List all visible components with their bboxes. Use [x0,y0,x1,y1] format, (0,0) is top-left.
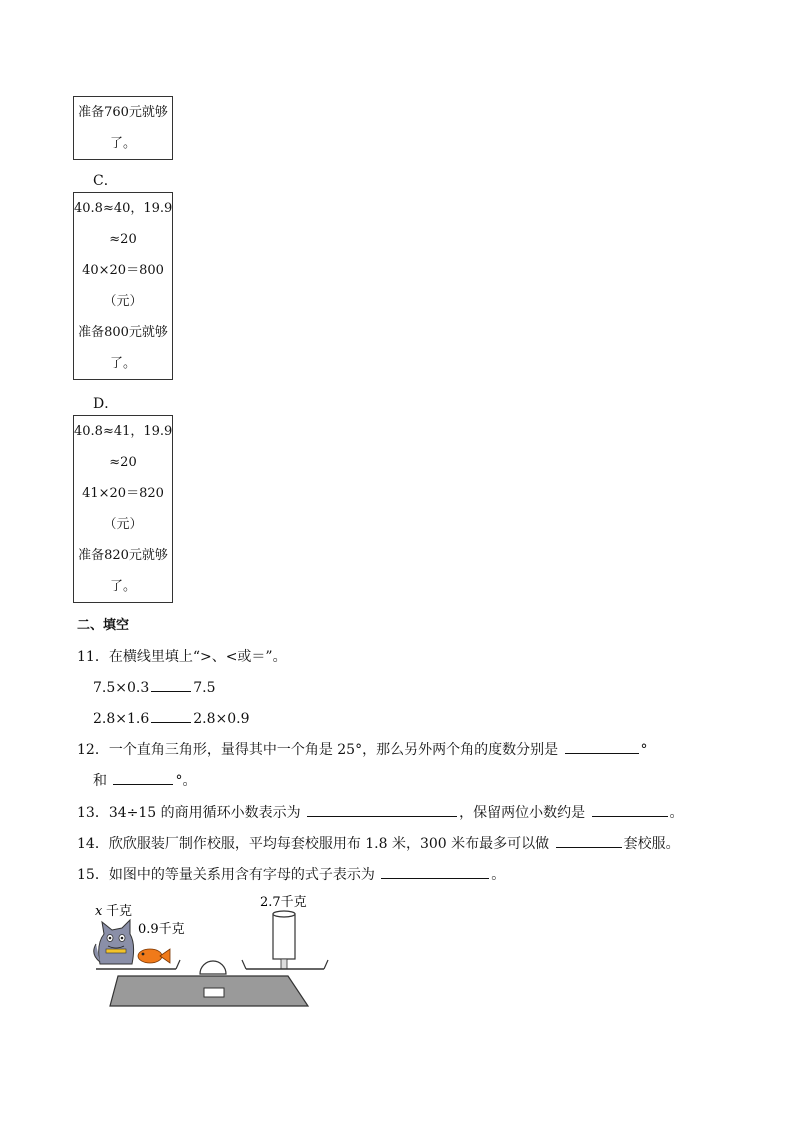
option-d-line-2: ≈20 [109,455,137,470]
q15-line [77,864,505,884]
label-x: x [95,904,103,919]
q11-text: 11．在横线里填上“>、<或＝”。 [77,649,287,665]
q14-end: 套校服。 [623,836,680,852]
q11-row-1-right: 7.5 [193,680,216,696]
q12-line-1 [77,739,648,759]
option-c-line-1: 40.8≈40，19.9 [74,201,173,216]
q15-blank[interactable] [381,864,489,879]
option-d-line-6: 了。 [109,579,136,594]
q13-text: 13．34÷15 的商用循环小数表示为 [77,805,301,821]
q12-end: °。 [175,773,197,789]
q11-row-1 [93,677,216,696]
q15-text: 15．如图中的等量关系用含有字母的式子表示为 [77,867,375,883]
option-c-label[interactable]: C． [93,173,118,189]
option-b-box [73,96,173,160]
q13-line [77,802,684,822]
option-c-line-2: ≈20 [109,232,137,247]
q14-text: 14．欣欣服装厂制作校服，平均每套校服用布 1.8 米，300 米布最多可以做 [77,836,550,852]
q14-blank[interactable] [556,833,622,848]
q11-row-2-right: 2.8×0.9 [193,711,250,727]
option-d-line-3: 41×20＝820 [82,486,164,501]
q12-text: 12．一个直角三角形，量得其中一个角是 25°，那么另外两个角的度数分别是 [77,742,559,758]
q12-blank-2[interactable] [113,770,173,785]
option-c-line-4: （元） [103,294,143,309]
q13-mid: ，保留两位小数约是 [459,805,586,821]
cat-icon [94,920,134,964]
q13-blank-2[interactable] [592,802,668,817]
option-d-line-5: 准备820元就够 [78,548,168,563]
option-c-box[interactable] [73,192,173,380]
section-title: 二、填空 [77,618,130,633]
q11-row-2-left: 2.8×1.6 [93,711,150,727]
option-d-line-4: （元） [103,517,143,532]
option-d-line-1: 40.8≈41，19.9 [74,424,173,439]
option-d-label[interactable]: D． [93,396,119,412]
q12-degree-1: ° [640,742,648,758]
fish-icon [138,949,170,963]
q12-line-2 [93,770,196,790]
q12-blank-1[interactable] [565,739,639,754]
label-x-unit: 千克 [106,904,133,919]
q11-row-1-left: 7.5×0.3 [93,680,150,696]
option-b-line-2: 了。 [109,136,136,151]
label-weight: 2.7千克 [260,895,307,910]
q15-end: 。 [491,867,506,883]
label-fish: 0.9千克 [138,922,185,937]
q11-blank-2[interactable] [151,708,191,723]
q13-blank-1[interactable] [307,802,457,817]
option-c-line-6: 了。 [109,356,136,371]
option-d-box[interactable] [73,415,173,603]
q12-and: 和 [93,773,107,789]
balance-figure [92,892,332,1012]
option-c-line-5: 准备800元就够 [78,325,168,340]
q14-line [77,833,680,853]
q11-row-2 [93,708,250,727]
option-c-line-3: 40×20＝800 [82,263,164,278]
weight-icon [273,911,295,969]
option-b-line-1: 准备760元就够 [78,105,168,120]
q11-blank-1[interactable] [151,677,191,692]
q13-end: 。 [669,805,684,821]
